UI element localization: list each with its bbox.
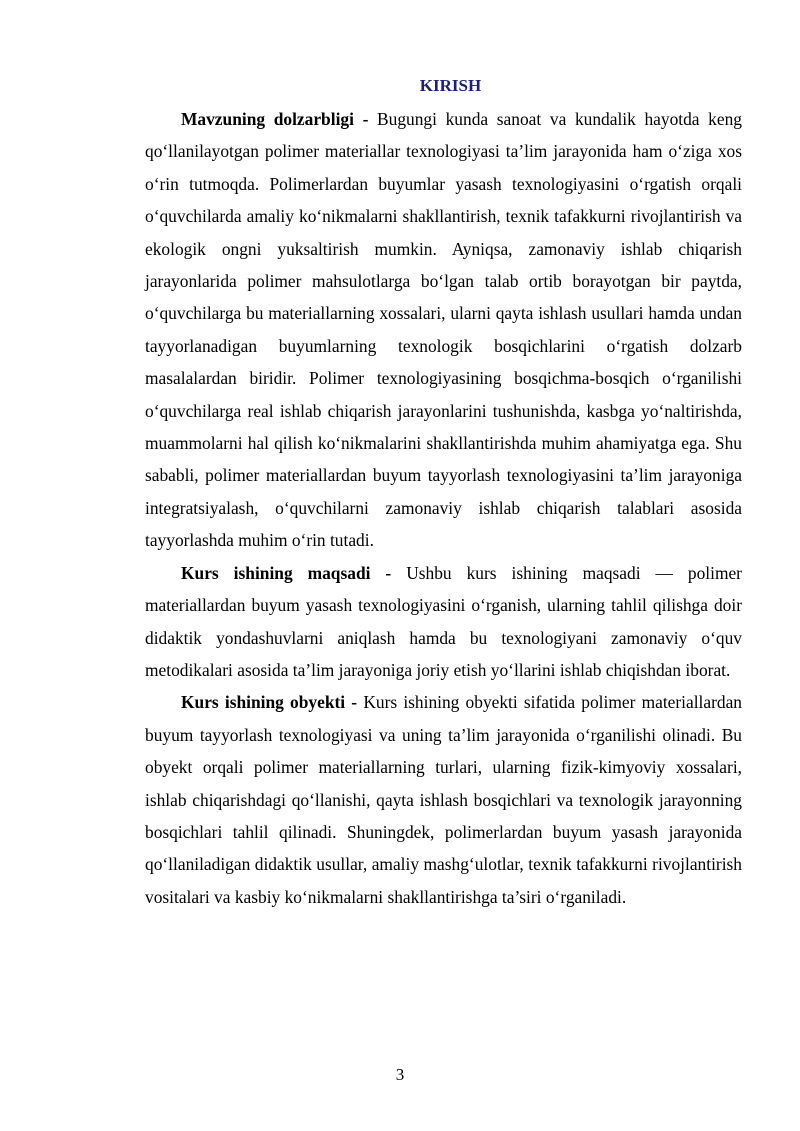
text-relevance: Bugungi kunda sanoat va kundalik hayotda keng qo‘llanilayotgan polimer materiallar texnologiyasi ta’lim jarayonida ham o‘ziga xos o‘rin tutmoqda. Polimerlardan buyumlar yasash texnologiyasini o‘rgatish orqali o‘quvchilarda amaliy ko‘nikmalarni shakllantirish, texnik tafakkurni rivojlantirish va ekologik ongni yuksaltirish mumkin. Ayniqsa, zamonaviy ishlab chiqarish jarayonlarida polimer mahsulotlarga bo‘lgan talab ortib borayotgan bir paytda, o‘quvchilarga bu materiallarning xossalari, ularni qayta ishlash usullari hamda undan tayyorlanadigan buyumlarning texnologik bosqichlarini o‘rgatish dolzarb masalalardan biridir. Polimer texnologiyasining bosqichma-bosqich o‘rganilishi o‘quvchilarga real ishlab chiqarish jarayonlarini tushunishda, kasbga yo‘naltirishda, muammolarni hal qilish ko‘nikmalarini shakllantirishda muhim ahamiyatga ega. Shu sababli, polimer materiallardan buyum tayyorlash texnologiyasini ta’lim jarayoniga integratsiyalash, o‘quvchilarni zamonaviy ishlab chiqarish talablari asosida tayyorlashda muhim o‘rin tutadi.	[145, 109, 742, 551]
term-object: Kurs ishining obyekti -	[181, 692, 358, 713]
term-relevance: Mavzuning dolzarbligi -	[181, 109, 369, 129]
paragraph-goal	[145, 557, 742, 687]
paragraph-relevance	[145, 103, 742, 557]
section-heading: KIRISH	[419, 76, 482, 95]
term-goal: Kurs ishining maqsadi -	[181, 562, 392, 583]
page-number: 3	[395, 1065, 405, 1084]
paragraph-object	[145, 686, 742, 913]
text-object: Kurs ishining obyekti sifatida polimer materiallardan buyum tayyorlash texnologiyasi va uning ta’lim jarayonida o‘rganilishi olinadi. Bu obyekt orqali polimer materiallarning turlari, ularning fizik-kimyoviy xossalari, ishlab chiqarishdagi qo‘llanishi, qayta ishlash bosqichlari va texnologik jarayonning bosqichlari tahlil qilinadi. Shuningdek, polimerlardan buyum yasash jarayonida qo‘llaniladigan didaktik usullar, amaliy mashg‘ulotlar, texnik tafakkurni rivojlantirish vositalari va kasbiy ko‘nikmalarni shakllantirishga ta’siri o‘rganiladi.	[145, 692, 742, 907]
document-page	[145, 75, 742, 913]
text-goal: Ushbu kurs ishining maqsadi — polimer materiallardan buyum yasash texnologiyasini o‘rganish, ularning tahlil qilishga doir didaktik yondashuvlarni aniqlash hamda bu texnologiyani zamonaviy o‘quv metodikalari asosida ta’lim jarayoniga joriy etish yo‘llarini ishlab chiqishdan iborat.	[145, 562, 742, 680]
